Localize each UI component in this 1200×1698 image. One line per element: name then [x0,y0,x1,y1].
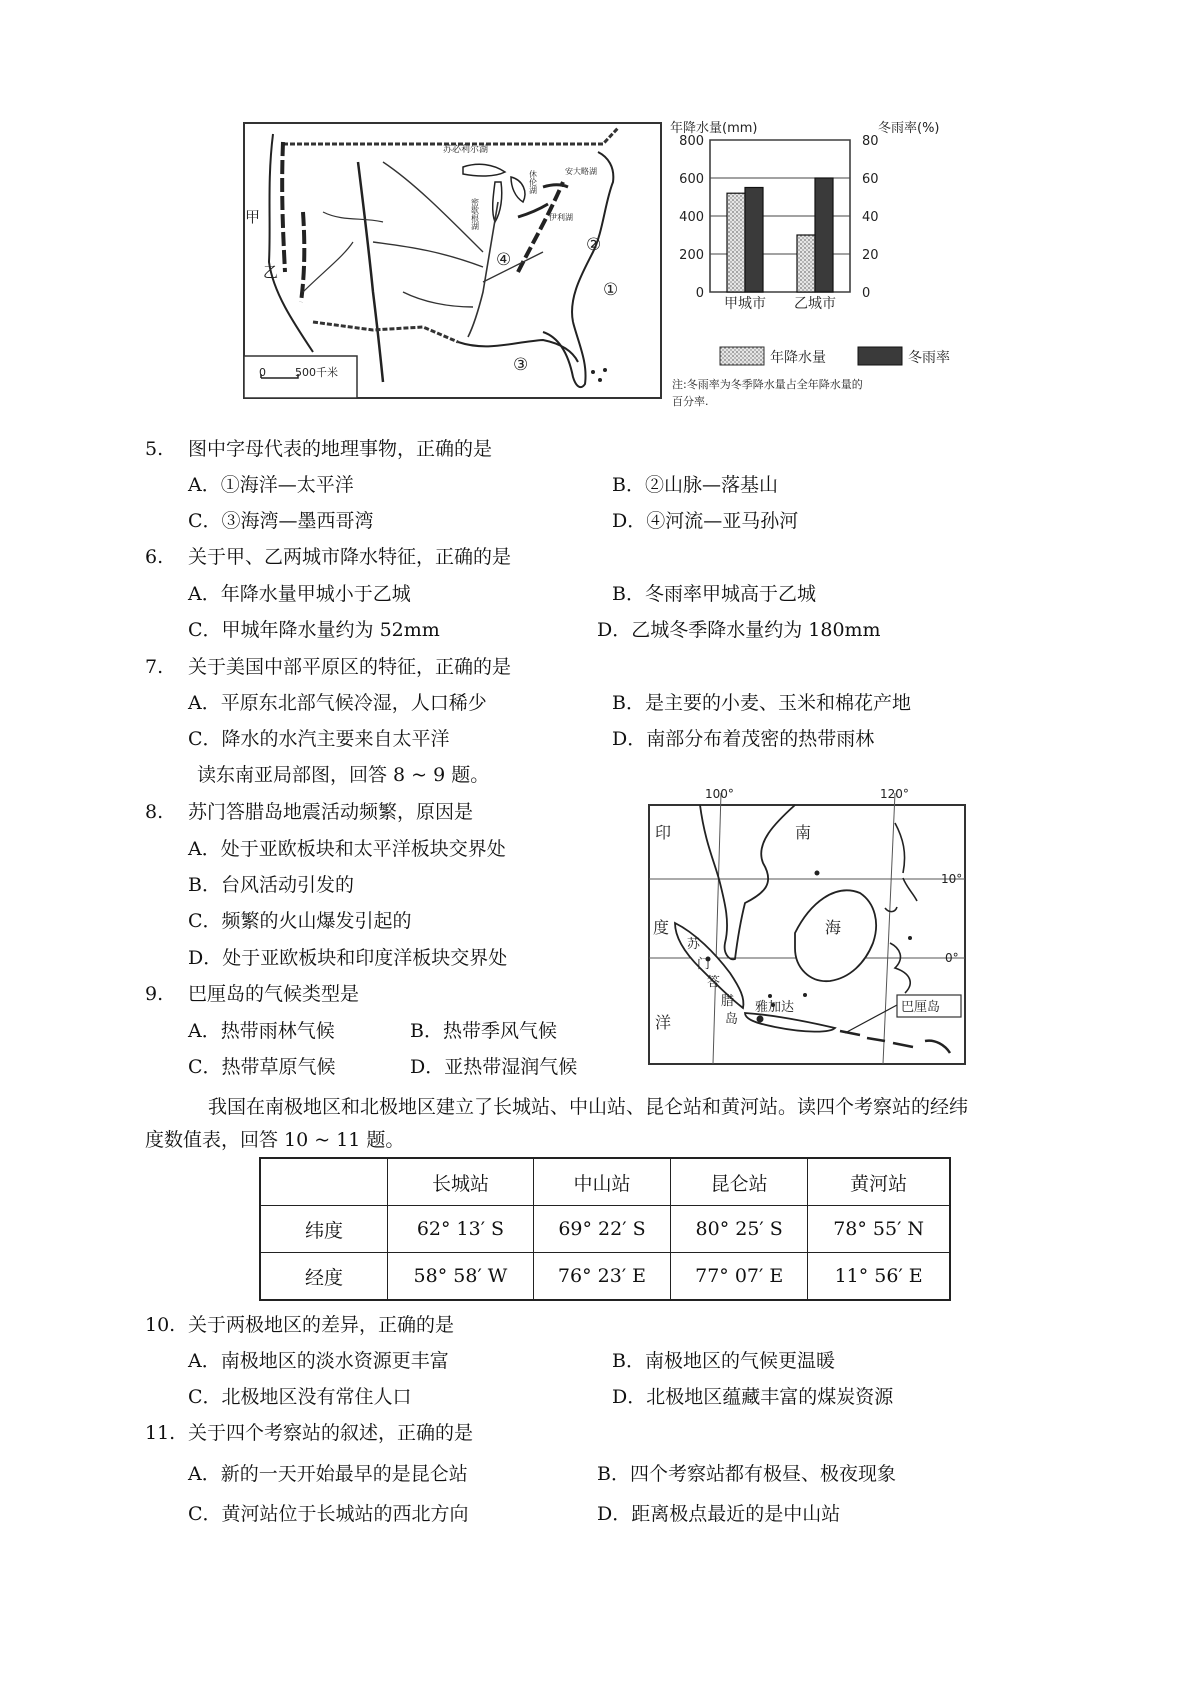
q5-option-b[interactable]: B．②山脉—落基山 [612,474,778,496]
left-tick-label: 600 [679,172,704,187]
q6-option-c[interactable]: C．甲城年降水量约为 52mm [188,619,440,641]
label-du: 度 [653,918,670,937]
scale-text: 500千米 [295,366,338,379]
q11-stem: 关于四个考察站的叙述，正确的是 [188,1422,474,1444]
lake-michigan-label: 密歇根湖 [470,198,480,230]
q9-stem: 巴厘岛的气候类型是 [188,983,360,1005]
left-axis-title: 年降水量(mm) [670,121,758,136]
lat-0-label: 0° [945,951,959,965]
lake-huron-label: 休伦湖 [528,170,538,194]
bar-winter-rate [745,188,763,293]
right-tick-label: 0 [862,286,871,301]
q8-option-b[interactable]: B．台风活动引发的 [188,874,354,896]
q7-option-c[interactable]: C．降水的水汽主要来自太平洋 [188,728,450,750]
category-label: 乙城市 [794,296,836,312]
q9-option-c[interactable]: C．热带草原气候 [188,1056,336,1078]
q10-number: 10. [145,1314,176,1336]
table-row-longitude [260,1253,950,1301]
map-label-yi: 乙 [263,263,279,281]
table-header-corner [260,1158,388,1206]
q9-number: 9. [145,983,164,1005]
label-nan: 南 [795,823,812,842]
table-header-row [260,1158,950,1206]
table-cell: 76° 23′ E [533,1253,670,1301]
q8-option-d[interactable]: D．处于亚欧板块和印度洋板块交界处 [188,947,508,969]
label-da: 答 [707,975,721,990]
bar-winter-rate [815,178,833,292]
q10-stem: 关于两极地区的差异，正确的是 [188,1314,455,1336]
q6-option-b[interactable]: B．冬雨率甲城高于乙城 [612,583,816,605]
table-row-latitude [260,1206,950,1253]
lake-superior-label: 苏必利尔湖 [443,145,489,155]
q9-option-b[interactable]: B．热带季风气候 [410,1020,557,1042]
legend-label-winter: 冬雨率 [908,350,950,366]
q5-stem: 图中字母代表的地理事物，正确的是 [188,438,493,460]
q10-option-a[interactable]: A．南极地区的淡水资源更丰富 [188,1350,449,1372]
table-cell: 69° 22′ S [533,1206,670,1253]
scale-zero: 0 [259,366,266,379]
q7-number: 7. [145,656,164,678]
row-label: 纬度 [260,1206,388,1253]
table-cell: 58° 58′ W [388,1253,534,1301]
q8-option-a[interactable]: A．处于亚欧板块和太平洋板块交界处 [188,838,506,860]
right-tick-label: 40 [862,210,879,225]
table-cell: 78° 55′ N [808,1206,950,1253]
lake-erie-label: 伊利湖 [549,213,573,222]
label-yang: 洋 [655,1013,672,1032]
table-cell: 11° 56′ E [808,1253,950,1301]
legend-label-precip: 年降水量 [770,350,826,366]
label-su: 苏 [687,937,701,952]
q5-number: 5. [145,438,164,460]
chart-plot-area [679,134,878,312]
left-tick-label: 400 [679,210,704,225]
lat-10-label: 10° [941,872,963,886]
right-axis-title: 冬雨率(%) [878,121,940,136]
map-label-circ3: ③ [513,355,529,375]
label-hai: 海 [825,918,842,937]
q7-option-d[interactable]: D．南部分布着茂密的热带雨林 [612,728,875,750]
q6-option-a[interactable]: A．年降水量甲城小于乙城 [188,583,411,605]
q6-stem: 关于甲、乙两城市降水特征，正确的是 [188,546,512,568]
table-header-cell: 长城站 [388,1158,534,1206]
map-label-jia: 甲 [245,208,261,226]
us-map-figure [243,122,663,400]
q8-option-c[interactable]: C．频繁的火山爆发引起的 [188,910,412,932]
chart-note-line2: 百分率. [672,395,709,408]
q6-option-d[interactable]: D．乙城冬季降水量约为 180mm [597,619,881,641]
q5-option-a[interactable]: A．①海洋—太平洋 [188,474,354,496]
q10-option-c[interactable]: C．北极地区没有常住人口 [188,1386,412,1408]
bar-precip [727,193,745,292]
q5-option-d[interactable]: D．④河流—亚马孙河 [612,510,799,532]
legend-swatch-winter [858,347,902,365]
intro-10-11-line1: 我国在南极地区和北极地区建立了长城站、中山站、昆仑站和黄河站。读四个考察站的经纬 [208,1096,969,1118]
map-label-circ4: ④ [496,250,512,270]
legend-swatch-precip [720,347,764,365]
q10-option-d[interactable]: D．北极地区蕴藏丰富的煤炭资源 [612,1386,894,1408]
q11-option-b[interactable]: B．四个考察站都有极昼、极夜现象 [597,1463,896,1485]
row-label: 经度 [260,1253,388,1301]
table-cell: 77° 07′ E [671,1253,808,1301]
q9-option-a[interactable]: A．热带雨林气候 [188,1020,335,1042]
intro-10-11-line2: 度数值表，回答 10 ~ 11 题。 [145,1129,405,1151]
table-header-cell: 中山站 [533,1158,670,1206]
right-tick-label: 60 [862,172,879,187]
q9-option-d[interactable]: D．亚热带湿润气候 [410,1056,578,1078]
q5-option-c[interactable]: C．③海湾—墨西哥湾 [188,510,374,532]
q7-option-b[interactable]: B．是主要的小麦、玉米和棉花产地 [612,692,911,714]
label-yin: 印 [655,823,672,842]
intro-8-9: 读东南亚局部图，回答 8 ~ 9 题。 [197,764,490,786]
q7-option-a[interactable]: A．平原东北部气候冷湿，人口稀少 [188,692,487,714]
station-coordinates-table [259,1157,951,1301]
category-label: 甲城市 [724,296,766,312]
label-bali: 巴厘岛 [901,1000,941,1015]
q8-number: 8. [145,801,164,823]
q10-option-b[interactable]: B．南极地区的气候更温暖 [612,1350,835,1372]
table-header-cell: 昆仑站 [671,1158,808,1206]
q11-option-d[interactable]: D．距离极点最近的是中山站 [597,1503,841,1525]
q6-number: 6. [145,546,164,568]
q11-number: 11. [145,1422,176,1444]
chart-note-line1: 注:冬雨率为冬季降水量占全年降水量的 [672,378,863,391]
table-cell: 62° 13′ S [388,1206,534,1253]
map-label-circ2: ② [586,235,602,255]
lon-100-label: 100° [705,787,734,801]
q11-option-a[interactable]: A．新的一天开始最早的是昆仑站 [188,1463,468,1485]
lon-120-label: 120° [880,787,909,801]
left-tick-label: 800 [679,134,704,149]
precip-bar-chart [668,115,968,415]
table-cell: 80° 25′ S [671,1206,808,1253]
q11-option-c[interactable]: C．黄河站位于长城站的西北方向 [188,1503,469,1525]
southeast-asia-map [645,783,967,1066]
q8-stem: 苏门答腊岛地震活动频繁，原因是 [188,801,474,823]
q7-stem: 关于美国中部平原区的特征，正确的是 [188,656,512,678]
label-dao: 岛 [725,1012,739,1027]
label-la: 腊 [721,994,735,1009]
left-tick-label: 0 [695,286,704,301]
table-header-cell: 黄河站 [808,1158,950,1206]
right-tick-label: 80 [862,134,879,149]
lake-ontario-label: 安大略湖 [565,167,597,176]
left-tick-label: 200 [679,248,704,263]
right-tick-label: 20 [862,248,879,263]
bar-precip [797,235,815,292]
label-men: 门 [697,957,711,972]
map-label-circ1: ① [603,280,619,300]
label-jakarta: 雅加达 [755,1000,795,1015]
